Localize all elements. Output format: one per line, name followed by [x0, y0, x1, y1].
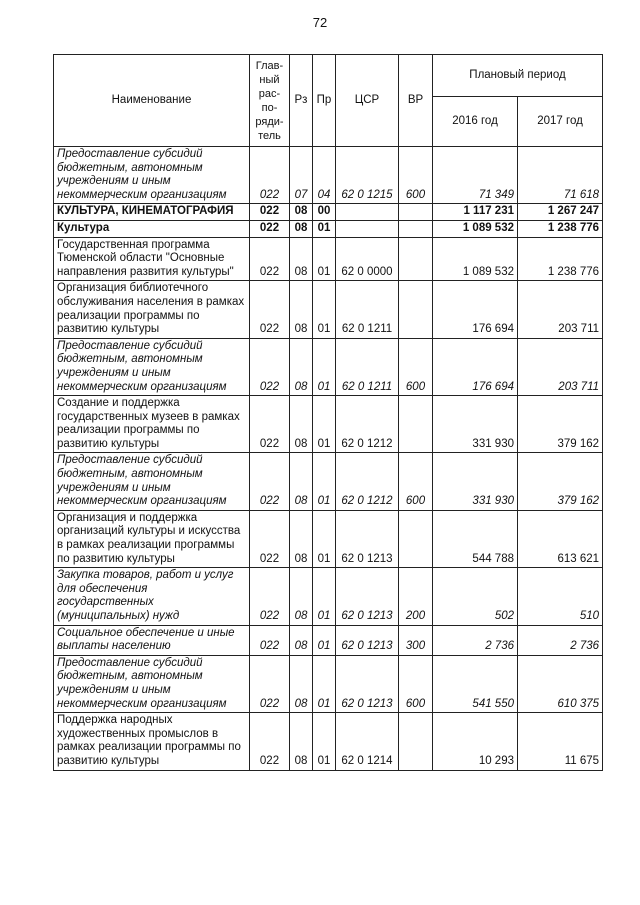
table-row — [54, 147, 603, 204]
row-name: Поддержка народных художественных промыслов в рамках реализации программы по развитию культуры — [54, 713, 250, 770]
row-pr: 00 — [313, 204, 336, 221]
row-name: Предоставление субсидий бюджетным, автономным учреждениям и иным некоммерческим организациям — [54, 147, 250, 204]
row-glavny: 022 — [250, 220, 290, 237]
row-2016: 176 694 — [433, 281, 518, 338]
row-2016: 502 — [433, 568, 518, 625]
table-row — [54, 713, 603, 770]
row-glavny: 022 — [250, 625, 290, 655]
row-2017: 1 238 776 — [518, 220, 603, 237]
header-csr: ЦСР — [336, 55, 399, 147]
row-glavny: 022 — [250, 568, 290, 625]
row-vr: 600 — [399, 453, 433, 510]
row-rz: 08 — [290, 396, 313, 453]
header-pr: Пр — [313, 55, 336, 147]
row-name: Организация и поддержка организаций культуры и искусства в рамках реализации программы по развитию культуры — [54, 510, 250, 567]
row-csr: 62 0 1212 — [336, 396, 399, 453]
row-pr: 01 — [313, 396, 336, 453]
row-csr — [336, 220, 399, 237]
row-csr — [336, 204, 399, 221]
row-2016: 2 736 — [433, 625, 518, 655]
row-name: Предоставление субсидий бюджетным, автономным учреждениям и иным некоммерческим организациям — [54, 453, 250, 510]
table-row — [54, 568, 603, 625]
row-rz: 08 — [290, 655, 313, 712]
row-2016: 176 694 — [433, 338, 518, 395]
row-rz: 08 — [290, 510, 313, 567]
header-year-2017: 2017 год — [518, 97, 603, 147]
table-row — [54, 655, 603, 712]
table-row — [54, 281, 603, 338]
row-pr: 01 — [313, 338, 336, 395]
header-rz: Рз — [290, 55, 313, 147]
row-2016: 1 089 532 — [433, 220, 518, 237]
row-2016: 331 930 — [433, 396, 518, 453]
row-glavny: 022 — [250, 204, 290, 221]
row-name: Культура — [54, 220, 250, 237]
row-csr: 62 0 0000 — [336, 237, 399, 281]
row-name: Закупка товаров, работ и услуг для обеспечения государственных (муниципальных) нужд — [54, 568, 250, 625]
row-2017: 11 675 — [518, 713, 603, 770]
row-glavny: 022 — [250, 338, 290, 395]
row-csr: 62 0 1213 — [336, 625, 399, 655]
row-vr — [399, 510, 433, 567]
row-vr — [399, 713, 433, 770]
row-vr: 600 — [399, 147, 433, 204]
row-2017: 203 711 — [518, 281, 603, 338]
header-year-2016: 2016 год — [433, 97, 518, 147]
row-2016: 1 089 532 — [433, 237, 518, 281]
row-rz: 08 — [290, 625, 313, 655]
row-2017: 1 267 247 — [518, 204, 603, 221]
row-pr: 01 — [313, 237, 336, 281]
page-number: 72 — [312, 15, 328, 30]
row-vr — [399, 237, 433, 281]
row-2016: 1 117 231 — [433, 204, 518, 221]
row-name: КУЛЬТУРА, КИНЕМАТОГРАФИЯ — [54, 204, 250, 221]
row-vr: 600 — [399, 655, 433, 712]
row-pr: 01 — [313, 568, 336, 625]
row-glavny: 022 — [250, 713, 290, 770]
row-rz: 08 — [290, 453, 313, 510]
table-row — [54, 625, 603, 655]
row-vr — [399, 220, 433, 237]
row-2017: 2 736 — [518, 625, 603, 655]
row-2016: 10 293 — [433, 713, 518, 770]
row-rz: 08 — [290, 220, 313, 237]
row-pr: 01 — [313, 625, 336, 655]
row-glavny: 022 — [250, 281, 290, 338]
row-pr: 01 — [313, 453, 336, 510]
table-row — [54, 338, 603, 395]
row-csr: 62 0 1213 — [336, 568, 399, 625]
row-vr: 600 — [399, 338, 433, 395]
table-row — [54, 396, 603, 453]
row-pr: 01 — [313, 220, 336, 237]
row-rz: 08 — [290, 568, 313, 625]
table-row — [54, 510, 603, 567]
row-name: Предоставление субсидий бюджетным, автономным учреждениям и иным некоммерческим организациям — [54, 338, 250, 395]
row-rz: 08 — [290, 237, 313, 281]
row-2017: 1 238 776 — [518, 237, 603, 281]
row-csr: 62 0 1211 — [336, 338, 399, 395]
row-vr: 200 — [399, 568, 433, 625]
table-header — [54, 55, 603, 147]
row-pr: 01 — [313, 713, 336, 770]
row-2017: 379 162 — [518, 396, 603, 453]
row-glavny: 022 — [250, 396, 290, 453]
row-2016: 541 550 — [433, 655, 518, 712]
row-vr — [399, 396, 433, 453]
header-glavny: Глав- ный рас- по- ряди- тель — [250, 55, 290, 147]
header-vr: ВР — [399, 55, 433, 147]
row-2017: 71 618 — [518, 147, 603, 204]
table-row — [54, 237, 603, 281]
row-glavny: 022 — [250, 453, 290, 510]
row-2017: 379 162 — [518, 453, 603, 510]
row-csr: 62 0 1213 — [336, 510, 399, 567]
table-row — [54, 220, 603, 237]
header-name: Наименование — [54, 55, 250, 147]
row-glavny: 022 — [250, 147, 290, 204]
row-rz: 08 — [290, 281, 313, 338]
row-pr: 01 — [313, 510, 336, 567]
row-glavny: 022 — [250, 655, 290, 712]
table-row — [54, 204, 603, 221]
row-vr: 300 — [399, 625, 433, 655]
row-2016: 331 930 — [433, 453, 518, 510]
row-name: Предоставление субсидий бюджетным, автономным учреждениям и иным некоммерческим организациям — [54, 655, 250, 712]
row-2016: 544 788 — [433, 510, 518, 567]
header-planned-period: Плановый период — [433, 55, 603, 97]
row-name: Создание и поддержка государственных музеев в рамках реализации программы по развитию культуры — [54, 396, 250, 453]
row-vr — [399, 204, 433, 221]
row-rz: 08 — [290, 338, 313, 395]
row-name: Организация библиотечного обслуживания населения в рамках реализации программы по развитию культуры — [54, 281, 250, 338]
row-glavny: 022 — [250, 510, 290, 567]
row-csr: 62 0 1214 — [336, 713, 399, 770]
row-pr: 01 — [313, 281, 336, 338]
row-2017: 510 — [518, 568, 603, 625]
row-2017: 610 375 — [518, 655, 603, 712]
row-rz: 07 — [290, 147, 313, 204]
row-vr — [399, 281, 433, 338]
row-2017: 613 621 — [518, 510, 603, 567]
row-csr: 62 0 1215 — [336, 147, 399, 204]
row-csr: 62 0 1212 — [336, 453, 399, 510]
row-csr: 62 0 1213 — [336, 655, 399, 712]
row-rz: 08 — [290, 204, 313, 221]
row-csr: 62 0 1211 — [336, 281, 399, 338]
row-pr: 04 — [313, 147, 336, 204]
row-2016: 71 349 — [433, 147, 518, 204]
row-name: Государственная программа Тюменской области "Основные направления развития культуры" — [54, 237, 250, 281]
row-2017: 203 711 — [518, 338, 603, 395]
table-row — [54, 453, 603, 510]
budget-table — [53, 54, 603, 771]
row-rz: 08 — [290, 713, 313, 770]
row-glavny: 022 — [250, 237, 290, 281]
row-pr: 01 — [313, 655, 336, 712]
table-body — [54, 147, 603, 771]
row-name: Социальное обеспечение и иные выплаты населению — [54, 625, 250, 655]
